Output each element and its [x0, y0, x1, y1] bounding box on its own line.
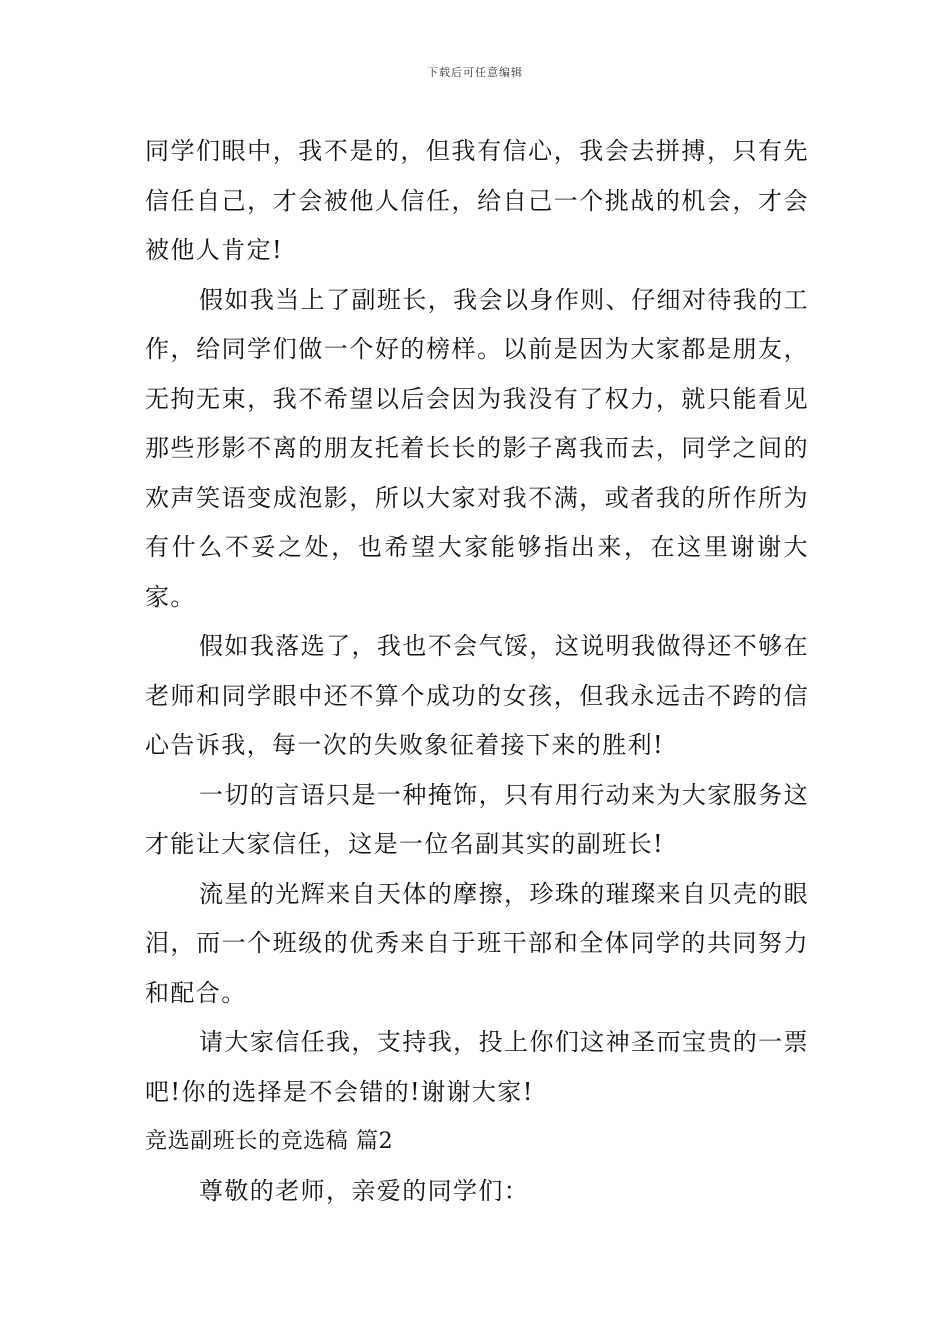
paragraph-6: 请大家信任我，支持我，投上你们这神圣而宝贵的一票吧!你的选择是不会错的!谢谢大家!: [145, 1028, 809, 1106]
page-header-note: 下载后可任意编辑: [427, 66, 523, 79]
paragraph-1: 同学们眼中，我不是的，但我有信心，我会去拼搏，只有先信任自己，才会被他人信任，给自己一个挑战的机会，才会被他人肯定!: [145, 137, 809, 264]
paragraph-3: 假如我落选了，我也不会气馁，这说明我做得还不够在老师和同学眼中还不算个成功的女孩，但我永远击不跨的信心告诉我，每一次的失败象征着接下来的胜利!: [145, 632, 809, 759]
paragraph-2: 假如我当上了副班长，我会以身作则、仔细对待我的工作，给同学们做一个好的榜样。以前是因为大家都是朋友，无拘无束，我不希望以后会因为我没有了权力，就只能看见那些形影不离的朋友托着长长的影子离我而去，同学之间的欢声笑语变成泡影，所以大家对我不满，或者我的所作所为有什么不妥之处，也希望大家能够指出来，在这里谢谢大家。: [145, 285, 809, 611]
section-heading: 竞选副班长的竞选稿 篇2: [145, 1129, 394, 1154]
paragraph-4: 一切的言语只是一种掩饰，只有用行动来为大家服务这才能让大家信任，这是一位名副其实的副班长!: [145, 780, 809, 858]
salutation: 尊敬的老师，亲爱的同学们：: [199, 1176, 530, 1205]
document-body: [145, 127, 809, 1216]
paragraph-5: 流星的光辉来自天体的摩擦，珍珠的璀璨来自贝壳的眼泪，而一个班级的优秀来自于班干部和全体同学的共同努力和配合。: [145, 879, 809, 1007]
